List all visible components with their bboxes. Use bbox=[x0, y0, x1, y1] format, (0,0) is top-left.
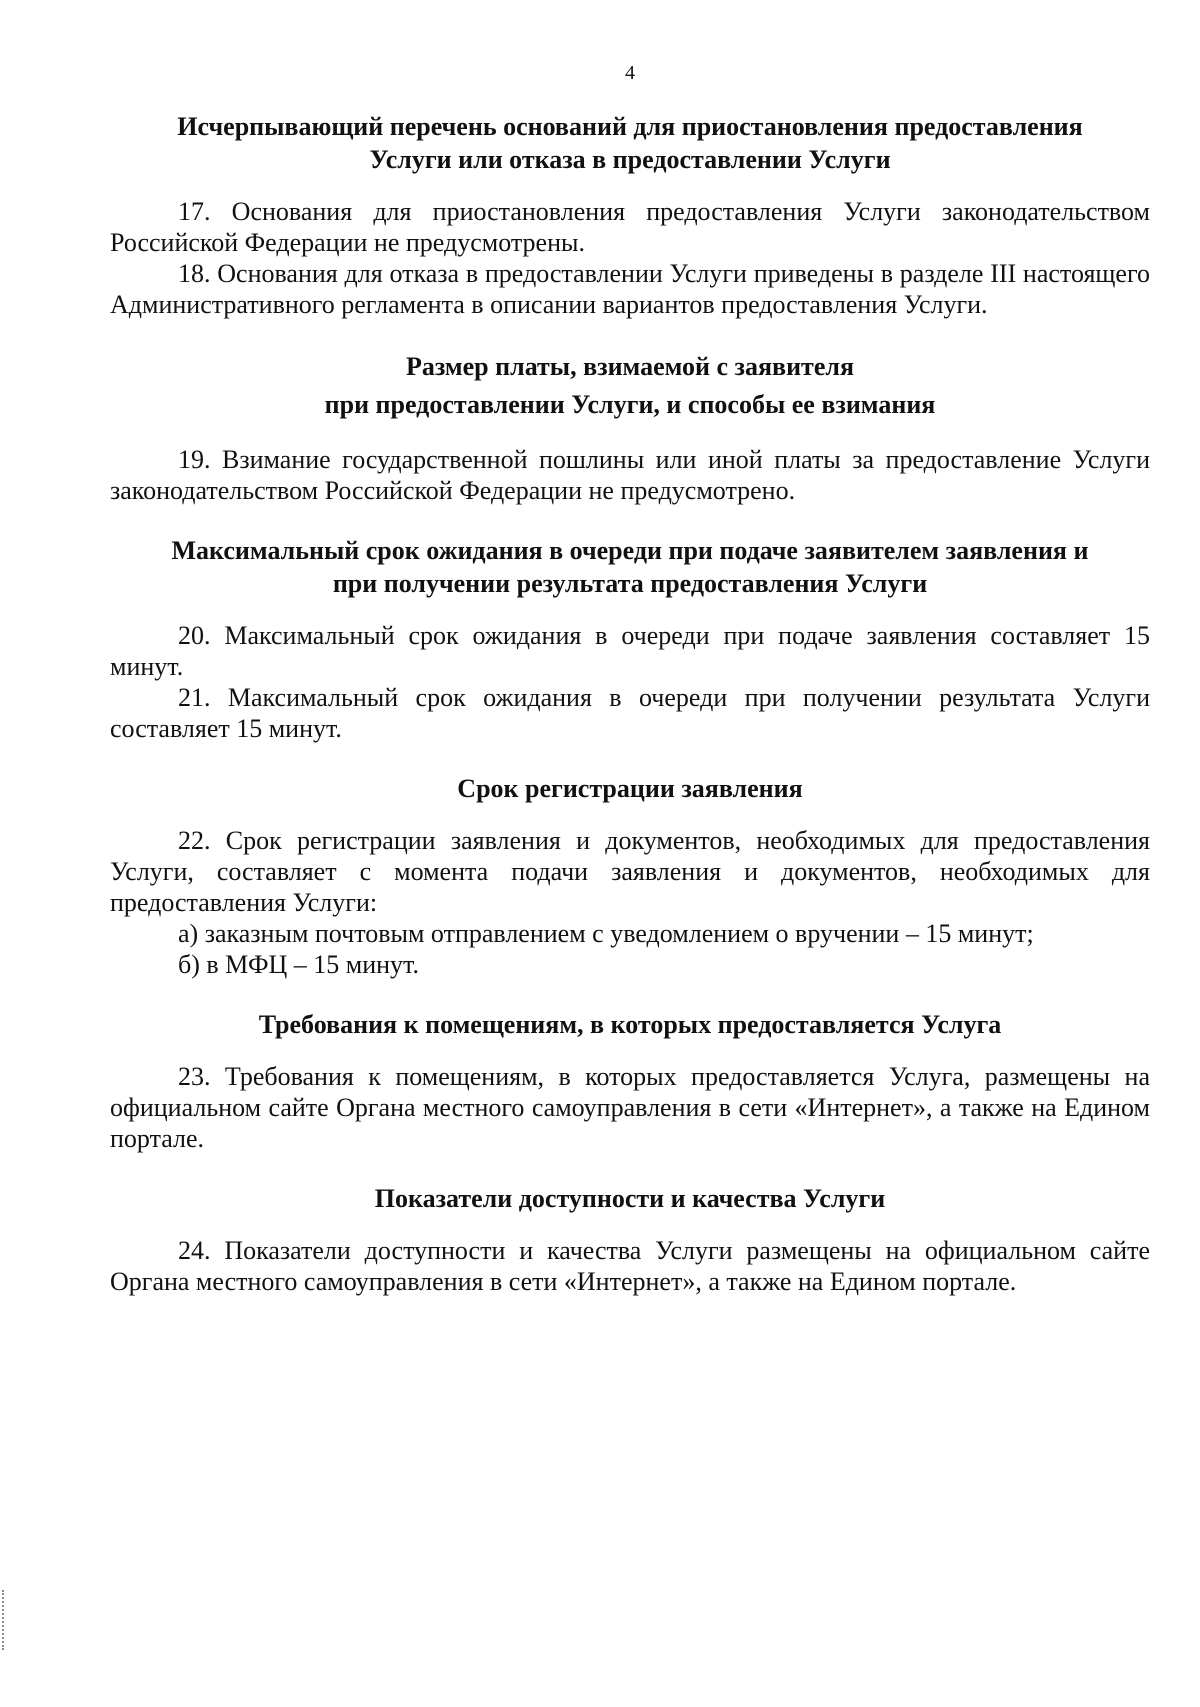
section-heading-line: Размер платы, взимаемой с заявителя bbox=[405, 352, 855, 381]
document-body bbox=[110, 110, 1150, 1297]
paragraph-19: 19. Взимание государственной пошлины или иной платы за предоставление Услуги законодательством Российской Федерации не предусмотрено. bbox=[110, 445, 1150, 505]
section-suspension-refusal bbox=[110, 110, 1150, 320]
section-heading bbox=[110, 534, 1150, 600]
section-registration-time bbox=[110, 772, 1150, 980]
section-heading: Показатели доступности и качества Услуги bbox=[374, 1184, 886, 1213]
section-heading: Требования к помещениям, в которых предоставляется Услуга bbox=[258, 1010, 1002, 1039]
paragraph-18: 18. Основания для отказа в предоставлении Услуги приведены в разделе III настоящего Административного регламента в описании вариантов предоставления Услуги. bbox=[110, 259, 1150, 319]
section-heading-line: Исчерпывающий перечень оснований для приостановления предоставления bbox=[177, 112, 1083, 141]
list-item-b: б) в МФЦ – 15 минут. bbox=[178, 950, 419, 979]
paragraph-21: 21. Максимальный срок ожидания в очереди при получении результата Услуги составляет 15 минут. bbox=[110, 683, 1150, 743]
section-heading bbox=[110, 110, 1150, 176]
section-quality-indicators bbox=[110, 1182, 1150, 1297]
paragraph-24: 24. Показатели доступности и качества Услуги размещены на официальном сайте Органа местного самоуправления в сети «Интернет», а также на Едином портале. bbox=[110, 1236, 1150, 1296]
section-queue-time bbox=[110, 534, 1150, 744]
section-heading-line: Услуги или отказа в предоставлении Услуги bbox=[369, 145, 891, 174]
section-heading-line: при получении результата предоставления Услуги bbox=[332, 569, 928, 598]
section-heading-line: Максимальный срок ожидания в очереди при подаче заявителем заявления и bbox=[171, 536, 1089, 565]
paragraph-20: 20. Максимальный срок ожидания в очереди при подаче заявления составляет 15 минут. bbox=[110, 621, 1150, 681]
section-fee bbox=[110, 348, 1150, 506]
section-premises-requirements bbox=[110, 1008, 1150, 1154]
paragraph-22: 22. Срок регистрации заявления и документов, необходимых для предоставления Услуги, составляет с момента подачи заявления и документов, необходимых для предоставления Услуги: bbox=[110, 826, 1150, 917]
page-number: 4 bbox=[625, 62, 635, 84]
section-heading-line: при предоставлении Услуги, и способы ее взимания bbox=[324, 390, 936, 419]
section-heading: Срок регистрации заявления bbox=[457, 774, 803, 803]
list-item-a: а) заказным почтовым отправлением с уведомлением о вручении – 15 минут; bbox=[178, 919, 1034, 948]
paragraph-17: 17. Основания для приостановления предоставления Услуги законодательством Российской Федерации не предусмотрены. bbox=[110, 197, 1150, 257]
section-heading bbox=[110, 348, 1150, 424]
scan-edge-mark bbox=[2, 1590, 6, 1650]
paragraph-23: 23. Требования к помещениям, в которых предоставляется Услуга, размещены на официальном сайте Органа местного самоуправления в сети «Интернет», а также на Едином портале. bbox=[110, 1062, 1150, 1153]
